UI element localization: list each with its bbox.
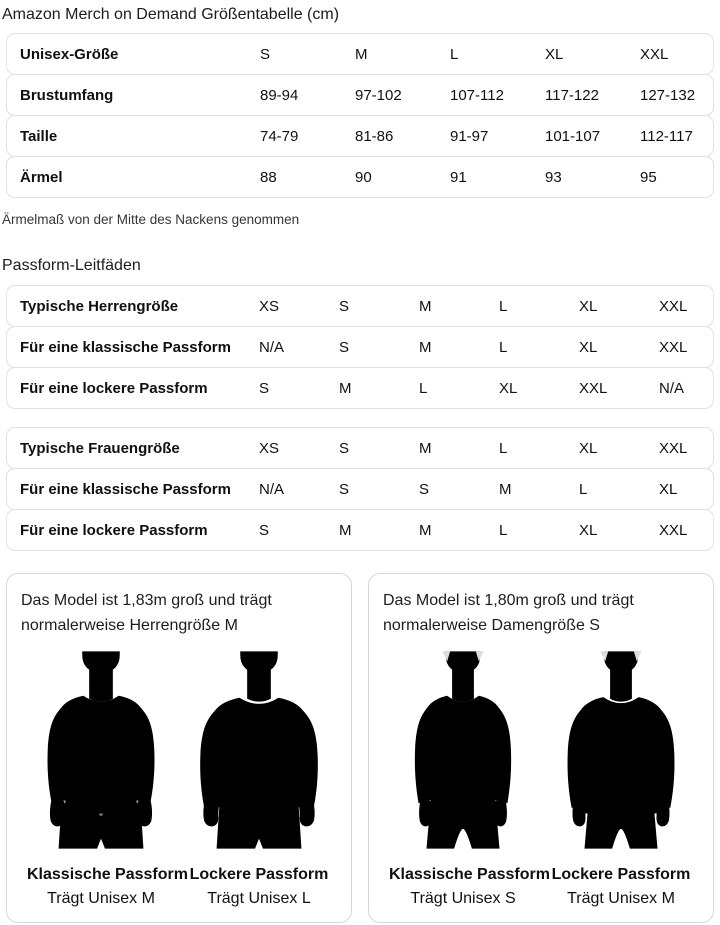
female-loose-fit-illustration	[547, 650, 695, 850]
model-photo-cards	[6, 573, 714, 923]
size-cell: M	[419, 297, 432, 315]
model-photo-female-classic-fit	[389, 650, 550, 908]
worn-size-label: Trägt Unisex S	[410, 890, 516, 907]
fit-guides-heading: Passform-Leitfäden	[2, 257, 141, 274]
model-photos	[383, 650, 701, 908]
measure-cell: 112-117	[640, 127, 693, 145]
size-cell: S	[419, 480, 430, 498]
size-cell: M	[419, 338, 432, 356]
size-cell: L	[579, 480, 588, 498]
size-cell: XXL	[579, 379, 608, 397]
row-label: Für eine lockere Passform	[20, 379, 208, 397]
measure-cell: 101-107	[545, 127, 601, 145]
size-cell: XL	[579, 338, 598, 356]
size-cell: L	[499, 439, 508, 457]
size-cell: M	[339, 521, 352, 539]
model-card-men	[6, 573, 352, 923]
size-cell: XXL	[659, 521, 688, 539]
size-cell: S	[339, 297, 350, 315]
table-row	[6, 509, 714, 551]
size-cell: L	[499, 297, 508, 315]
size-cell: M	[355, 45, 368, 63]
fit-type-label: Lockere Passform	[189, 866, 329, 883]
size-cell: N/A	[259, 480, 285, 498]
model-photo-female-loose-fit	[547, 650, 695, 908]
size-cell: XL	[659, 480, 678, 498]
worn-size-label: Trägt Unisex M	[567, 890, 675, 907]
model-photos	[21, 650, 339, 908]
size-cell: XL	[579, 439, 598, 457]
size-cell: L	[499, 521, 508, 539]
measure-cell: 95	[640, 168, 657, 186]
row-label: Typische Herrengröße	[20, 297, 179, 315]
size-cell: XL	[499, 379, 518, 397]
size-cell: L	[499, 338, 508, 356]
measure-cell: 74-79	[260, 127, 299, 145]
size-cell: XXL	[640, 45, 669, 63]
size-cell: S	[259, 521, 270, 539]
row-label: Unisex-Größe	[20, 45, 119, 63]
size-cell: XS	[259, 439, 280, 457]
unisex-size-table	[6, 33, 714, 198]
size-cell: XXL	[659, 297, 688, 315]
size-cell: M	[499, 480, 512, 498]
mens-fit-table	[6, 285, 714, 409]
measure-cell: 93	[545, 168, 562, 186]
sleeve-measure-footnote: Ärmelmaß von der Mitte des Nackens genommen	[2, 212, 300, 227]
model-photo-male-classic-fit	[27, 650, 188, 908]
table-row	[6, 468, 714, 510]
male-classic-fit-illustration	[27, 650, 175, 850]
fit-type-label: Lockere Passform	[551, 866, 691, 883]
table-row	[6, 156, 714, 198]
measure-cell: 97-102	[355, 86, 402, 104]
table-row	[6, 285, 714, 327]
table-row	[6, 427, 714, 469]
table-row	[6, 74, 714, 116]
size-cell: S	[260, 45, 271, 63]
table-row	[6, 367, 714, 409]
measure-cell: 90	[355, 168, 372, 186]
size-cell: XS	[259, 297, 280, 315]
male-loose-fit-illustration	[185, 650, 333, 850]
measure-cell: 91	[450, 168, 467, 186]
female-classic-fit-illustration	[389, 650, 537, 850]
measure-cell: 107-112	[450, 86, 504, 104]
size-cell: L	[419, 379, 428, 397]
model-description: Das Model ist 1,83m groß und trägt normalerweise Herrengröße M	[21, 592, 272, 634]
row-label: Brustumfang	[20, 86, 114, 104]
measure-cell: 89-94	[260, 86, 299, 104]
row-label: Für eine klassische Passform	[20, 338, 231, 356]
row-label: Taille	[20, 127, 58, 145]
page-title: Amazon Merch on Demand Größentabelle (cm)	[2, 6, 340, 23]
model-description: Das Model ist 1,80m groß und trägt normalerweise Damengröße S	[383, 592, 634, 634]
row-label: Ärmel	[20, 168, 63, 186]
womens-fit-table	[6, 427, 714, 551]
size-cell: XXL	[659, 439, 688, 457]
table-row	[6, 326, 714, 368]
fit-type-label: Klassische Passform	[27, 866, 188, 883]
model-photo-male-loose-fit	[185, 650, 333, 908]
size-cell: XXL	[659, 338, 688, 356]
size-cell: M	[419, 439, 432, 457]
measure-cell: 127-132	[640, 86, 696, 104]
size-cell: XL	[579, 297, 598, 315]
measure-cell: 117-122	[545, 86, 599, 104]
size-cell: S	[339, 480, 350, 498]
size-cell: S	[339, 439, 350, 457]
size-cell: N/A	[259, 338, 285, 356]
size-cell: XL	[545, 45, 564, 63]
row-label: Typische Frauengröße	[20, 439, 180, 457]
worn-size-label: Trägt Unisex M	[47, 890, 155, 907]
measure-cell: 81-86	[355, 127, 394, 145]
worn-size-label: Trägt Unisex L	[207, 890, 311, 907]
size-cell: L	[450, 45, 459, 63]
model-card-women	[368, 573, 714, 923]
measure-cell: 88	[260, 168, 277, 186]
size-cell: S	[339, 338, 350, 356]
size-cell: S	[259, 379, 270, 397]
row-label: Für eine klassische Passform	[20, 480, 231, 498]
row-label: Für eine lockere Passform	[20, 521, 208, 539]
measure-cell: 91-97	[450, 127, 489, 145]
size-cell: M	[419, 521, 432, 539]
size-cell: N/A	[659, 379, 685, 397]
size-cell: XL	[579, 521, 598, 539]
table-row	[6, 115, 714, 157]
fit-type-label: Klassische Passform	[389, 866, 550, 883]
table-row	[6, 33, 714, 75]
size-cell: M	[339, 379, 352, 397]
